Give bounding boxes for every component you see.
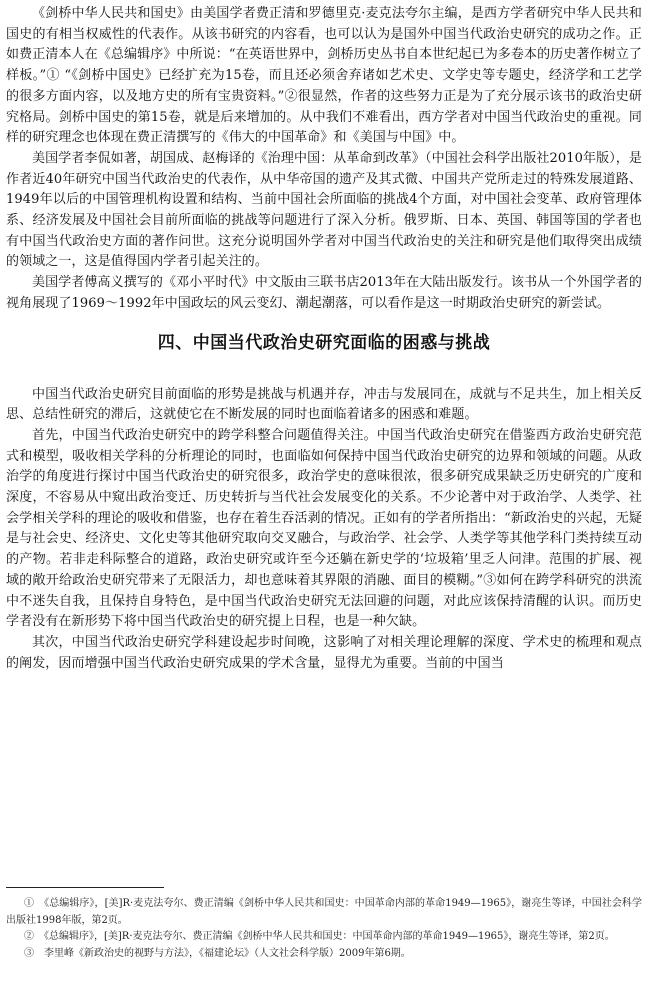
footnote: ③ 李里峰《新政治史的视野与方法》，《福建论坛》（人文社会科学版）2009年第6期。 [24,947,411,959]
paragraph: 美国学者傅高义撰写的《邓小平时代》中文版由三联书店2013年在大陆出版发行。该书从一个外国学者的视角展现了1969～1992年中国政坛的风云变幻、潮起潮落，可以看作是这一时期政治史研究的新尝试。 [6,275,642,311]
footnote-divider [6,887,164,888]
paragraph: 首先，中国当代政治史研究中的跨学科整合问题值得关注。中国当代政治史研究在借鉴西方政治史研究范式和模型，吸收相关学科的分析理论的同时，也面临如何保持中国当代政治史研究的边界和领域的问题。从政治学的角度进行探讨中国当代政治史的研究很多，政治学史的意味很浓，很多研究成果缺乏历史研究的广度和深度，不容易从中窥出政治变迁、历史转折与当代社会发展变化的关系。不少论著中对于政治学、人类学、社会学相关学科的理论的吸收和借鉴，也存在着生吞活剥的情况。正如有的学者所指出：“新政治史的兴起，无疑是与社会史、经济史、文化史等其他研究取向交叉融合，与政治学、社会学、人类学等其他学科门类持续互动的产物。若非走科际整合的道路，政治史研究或许至今还躺在新史学的‘垃圾箱’里乏人问津。范围的扩展、视域的敞开给政治史研究带来了无限活力，却也意味着其界限的消融、面目的模糊。”③如何在跨学科研究的洪流中不迷失自我，且保持自身特色，是中国当代政治史研究无法回避的问题，对此应该保持清醒的认识。而历史学者没有在新形势下将中国当代政治史的研究提上日程，也是一种欠缺。 [6,427,642,630]
article-body [6,4,642,674]
section-heading: 四、中国当代政治史研究面临的困惑与挑战 [157,332,491,353]
footnotes [6,896,642,962]
paragraph: 《剑桥中华人民共和国史》由美国学者费正清和罗德里克·麦克法夸尔主编，是西方学者研究中华人民共和国史的有相当权威性的代表作。从该书研究的内容看，也可以认为是国外中国当代政治史研究的成功之作。正如费正清本人在《总编辑序》中所说：“在英语世界中，剑桥历史丛书自本世纪起已为多卷本的历史著作树立了样板。”① “《剑桥中国史》已经扩充为15卷，而且还必须舍弃诸如艺术史、文学史等专题史，经济学和工艺学的很多方面内容，以及地方史的所有宝贵资料。”②很显然，作者的这些努力正是为了充分展示该书的政治史研究格局。剑桥中国史的第15卷，就是后来增加的。从中我们不难看出，西方学者对中国当代政治史的重视。同样的研究理念也体现在费正清撰写的《伟大的中国革命》和《美国与中国》中。 [6,6,642,146]
footnote: ② 《总编辑序》，[美]R·麦克法夸尔、费正清编《剑桥中华人民共和国史：中国革命内部的革命1949—1965》，谢亮生等译，第2页。 [24,931,615,942]
footnote: ① 《总编辑序》，[美]R·麦克法夸尔、费正清编《剑桥中华人民共和国史：中国革命内部的革命1949—1965》，谢亮生等译，中国社会科学出版社1998年版，第2页。 [6,898,642,926]
paragraph: 其次，中国当代政治史研究学科建设起步时间晚，这影响了对相关理论理解的深度、学术史的梳理和观点的阐发，因而增强中国当代政治史研究成果的学术含量，显得尤为重要。当前的中国当 [6,634,642,671]
paragraph: 美国学者李侃如著，胡国成、赵梅译的《治理中国：从革命到改革》（中国社会科学出版社2010年版），是作者近40年研究中国当代政治史的代表作，从中华帝国的遗产及其式微、中国共产党所走过的特殊发展道路、1949年以后的中国管理机构设置和结构、当前中国社会所面临的挑战4个方面，对中国社会变革、政府管理体系、经济发展及中国社会目前所面临的挑战等问题进行了深入分析。俄罗斯、日本、英国、韩国等国的学者也有中国当代政治史方面的著作问世。这充分说明国外学者对中国当代政治史的关注和研究是他们取得突出成绩的领域之一，这是值得国内学者引起关注的。 [6,150,642,270]
paragraph: 中国当代政治史研究目前面临的形势是挑战与机遇并存，冲击与发展同在，成就与不足共生，加上相关反思、总结性研究的滞后，这就使它在不断发展的同时也面临着诸多的困惑和难题。 [6,386,642,423]
